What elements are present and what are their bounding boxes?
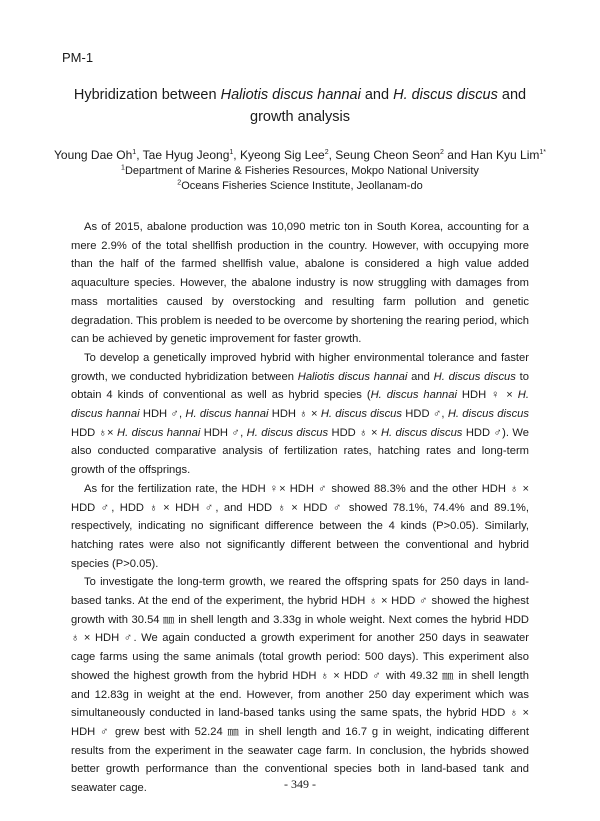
title-line-2: growth analysis	[250, 109, 350, 125]
paragraph-1: As of 2015, abalone production was 10,090 metric ton in South Korea, accounting for a mere 2.9% of the total shellfish production in the country. However, with occupying more than the half of the farmed shellfish value, abalone is considered a high value added aquaculture species. However, the abalone industry is now struggling with damages from mass mortalities caused by overstocking and resulting farm pollution and genetic degradation. This problem is needed to be overcome by shortening the rearing period, which can be achieved by genetic improvement for faster growth.	[71, 221, 529, 346]
author-name: Kyeong Sig Lee	[239, 148, 325, 162]
page-number: - 349 -	[284, 777, 316, 791]
paragraph-2: To develop a genetically improved hybrid with higher environmental tolerance and faster growth, we conducted hybridization between Haliotis discus hannai and H. discus discus to obtain 4 kinds of conventional as well as hybrid species (H. discus hannai HDH ♀ × H. discus hannai HDH ♂, H. discus hannai HDH ♁ × H. discus discus HDD ♂, H. discus discus HDD ♁× H. discus hannai HDH ♂, H. discus discus HDD ♁ × H. discus discus HDD ♂). We also conducted comparative analysis of fertilization rates, hatching rates and long-term growth of the offsprings.	[71, 351, 530, 477]
paper-title	[0, 84, 600, 128]
affiliation-1: $^1$Department of Marine & Fisheries Resources, Mokpo National University	[121, 164, 479, 177]
paragraph-3: As for the fertilization rate, the HDH ♀× HDH ♂ showed 88.3% and the other HDH ♁ × HDD ♂, HDD ♁ × HDH ♂, and HDD ♁ × HDD ♂ showed 78.1%, 74.4% and 89.1%, respectively, indicating no significant difference between the 4 kinds (P>0.05). Similarly, hatching rates were also not significantly different between the conventional and hybrid species (P>0.05).	[71, 482, 529, 570]
title-line-1: Hybridization between Haliotis discus hannai and H. discus discus and	[73, 87, 527, 103]
paragraph-4: To investigate the long-term growth, we reared the offspring spats for 250 days in land-based tanks. At the end of the experiment, the hybrid HDH ♁ × HDD ♂ showed the highest growth with 30.54 ㎜ in shell length and 3.33g in whole weight. Next comes the hybrid HDD ♁ × HDH ♂. We again conducted a growth experiment for another 250 days in seawater cage farms using the same animals (total growth period: 500 days). This experiment also showed the highest growth from the hybrid HDH ♁ × HDD ♂ with 49.32 ㎜ in shell length and 12.83g in weight at the end. However, from another 250 day experiment which was simultaneously conducted in land-based tanks using the same spats, the hybrid HDD ♁ × HDH ♂ grew best with 52.24 ㎜ in shell length and 16.7 g in weight, indicating different results from the experiment in the seawater cage farm. In conclusion, the hybrids showed better growth performance than the conventional species both in land-based tank and seawater cage.	[71, 576, 529, 795]
author-list: Young Dae Oh$^1$, Tae Hyug Jeong$^1$, Kyeong Sig Lee$^2$, Seung Cheon Seon$^2$ and Han Kyu Lim$^{1*}$	[54, 148, 546, 162]
affiliation-2: $^2$Oceans Fisheries Science Institute, Jeollanam-do	[177, 179, 423, 192]
abstract-body	[71, 218, 529, 798]
author-name: Seung Cheon Seon	[335, 148, 441, 162]
author-name: Han Kyu Lim	[470, 148, 540, 162]
page-identifier: PM-1	[62, 50, 94, 65]
author-name: Tae Hyug Jeong	[142, 148, 230, 162]
author-name: Young Dae Oh	[54, 148, 133, 162]
